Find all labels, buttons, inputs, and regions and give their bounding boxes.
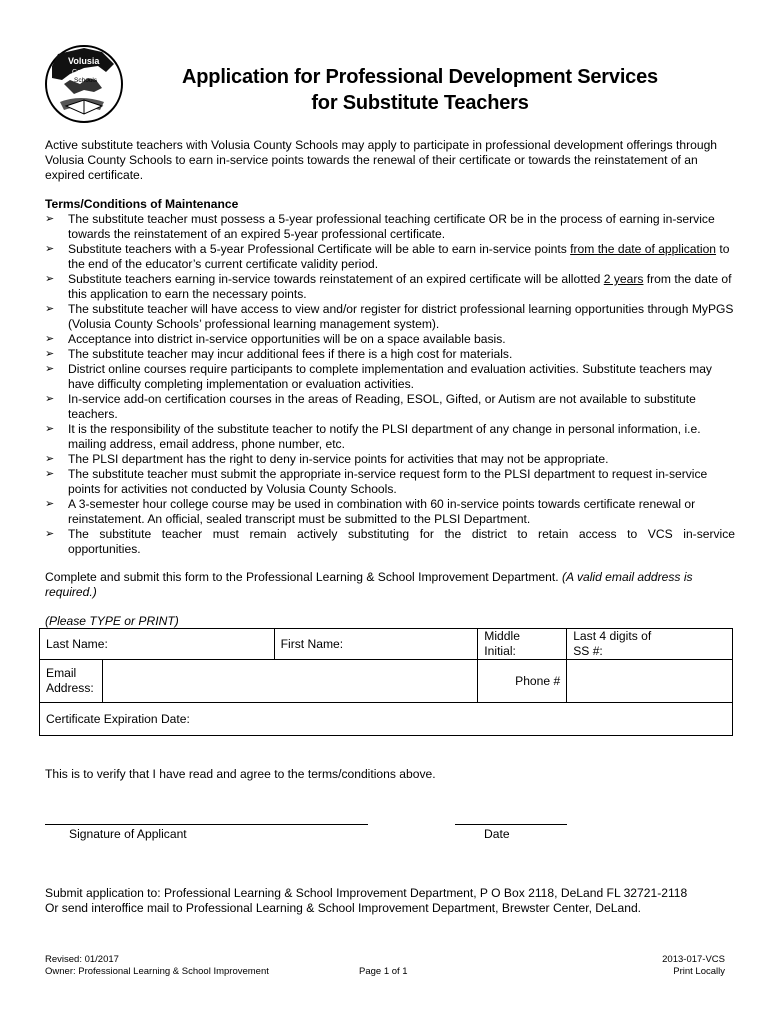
phone-input[interactable]	[567, 660, 733, 703]
term-item: ➢ District online courses require participants to complete implementation and evaluation activities. Substitute teachers may have difficulty completing implementation or evaluation activities.	[45, 362, 712, 391]
verify-statement: This is to verify that I have read and agree to the terms/conditions above.	[45, 767, 436, 781]
applicant-info-form	[39, 628, 733, 736]
submit-note: Complete and submit this form to the Professional Learning & School Improvement Department. (A valid email address is required.)	[45, 570, 693, 599]
terms-heading: Terms/Conditions of Maintenance	[45, 197, 239, 211]
arrow-bullet-icon: ➢	[45, 453, 55, 465]
arrow-bullet-icon: ➢	[45, 333, 55, 345]
arrow-bullet-icon: ➢	[45, 423, 55, 435]
signature-line[interactable]	[45, 824, 368, 825]
volusia-county-schools-logo	[44, 44, 124, 124]
middle-initial-field[interactable]: Middle Initial:	[478, 629, 567, 660]
logo-text-county: County	[72, 69, 95, 76]
term-item: ➢ Acceptance into district in-service opportunities will be on a space available basis.	[45, 332, 506, 346]
term-item: ➢ The substitute teacher must submit the appropriate in-service request form to the PLSI department to request in-service points for activities not conducted by Volusia County Schools.	[45, 467, 708, 496]
please-type-note: (Please TYPE or PRINT)	[45, 614, 179, 628]
term-item: ➢ A 3-semester hour college course may be used in combination with 60 in-service points towards certificate renewal or reinstatement. An official, sealed transcript must be submitted to the PLSI Department.	[45, 497, 696, 526]
logo-text-schools: Schools	[74, 77, 98, 84]
date-line[interactable]	[455, 824, 567, 825]
ss-last4-field[interactable]: Last 4 digits of SS #:	[567, 629, 733, 660]
email-input[interactable]	[102, 660, 477, 703]
certificate-expiration-field[interactable]: Certificate Expiration Date:	[40, 703, 733, 736]
page-number: Page 1 of 1	[359, 966, 408, 977]
footer-right	[662, 954, 725, 978]
arrow-bullet-icon: ➢	[45, 273, 55, 285]
arrow-bullet-icon: ➢	[45, 528, 55, 540]
revised-date: Revised: 01/2017	[45, 954, 119, 965]
arrow-bullet-icon: ➢	[45, 213, 55, 225]
last-name-field[interactable]: Last Name:	[40, 629, 275, 660]
arrow-bullet-icon: ➢	[45, 363, 55, 375]
form-number: 2013-017-VCS	[662, 954, 725, 965]
term-item: ➢ In-service add-on certification courses in the areas of Reading, ESOL, Gifted, or Autism are not available to substitute teachers.	[45, 392, 696, 421]
owner: Owner: Professional Learning & School Improvement	[45, 966, 269, 977]
arrow-bullet-icon: ➢	[45, 393, 55, 405]
term-item: ➢ Substitute teachers earning in-service towards reinstatement of an expired certificate will be allotted 2 years from the date of this application to earn the necessary points.	[45, 272, 732, 301]
date-label: Date	[484, 827, 510, 841]
terms-list	[45, 212, 735, 557]
submit-instructions: Submit application to: Professional Learning & School Improvement Department, P O Box 2118, DeLand FL 32721-2118 Or send interoffice mail to Professional Learning & School Improvement Department, Brewster Center, DeLand.	[45, 886, 688, 915]
term-item: ➢ The substitute teacher must remain actively substituting for the district to retain access to VCS in-service opportunities.	[45, 527, 735, 556]
term-item: ➢ The substitute teacher may incur additional fees if there is a high cost for materials.	[45, 347, 513, 361]
term-item: ➢ The substitute teacher will have access to view and/or register for district professional learning opportunities through MyPGS (Volusia County Schools’ professional learning management system).	[45, 302, 734, 331]
first-name-field[interactable]: First Name:	[274, 629, 478, 660]
signature-label: Signature of Applicant	[69, 827, 187, 841]
logo-text-volusia: Volusia	[68, 56, 100, 66]
title-line-2: for Substitute Teachers	[311, 92, 529, 114]
arrow-bullet-icon: ➢	[45, 468, 55, 480]
intro-paragraph: Active substitute teachers with Volusia County Schools may apply to participate in professional development offerings through Volusia County Schools to earn in-service points towards the renewal of their certificate or towards the reinstatement of an expired certificate.	[45, 138, 718, 182]
title-line-1: Application for Professional Development Services	[182, 66, 658, 88]
page-title	[140, 64, 700, 116]
arrow-bullet-icon: ➢	[45, 498, 55, 510]
phone-label: Phone #	[478, 660, 567, 703]
email-label: Email Address:	[40, 660, 103, 703]
footer-left	[45, 954, 269, 978]
term-item: ➢ The PLSI department has the right to deny in-service points for activities that may not be appropriate.	[45, 452, 609, 466]
term-item: ➢ It is the responsibility of the substitute teacher to notify the PLSI department of any change in personal information, i.e. mailing address, email address, phone number, etc.	[45, 422, 701, 451]
print-locally: Print Locally	[673, 966, 725, 977]
arrow-bullet-icon: ➢	[45, 243, 55, 255]
arrow-bullet-icon: ➢	[45, 303, 55, 315]
term-item: ➢ The substitute teacher must possess a 5-year professional teaching certificate OR be in the process of earning in-service towards the reinstatement of an expired 5-year professional certificate.	[45, 212, 715, 241]
term-item: ➢ Substitute teachers with a 5-year Professional Certificate will be able to earn in-service points from the date of application to the end of the educator’s current certificate validity period.	[45, 242, 730, 271]
arrow-bullet-icon: ➢	[45, 348, 55, 360]
